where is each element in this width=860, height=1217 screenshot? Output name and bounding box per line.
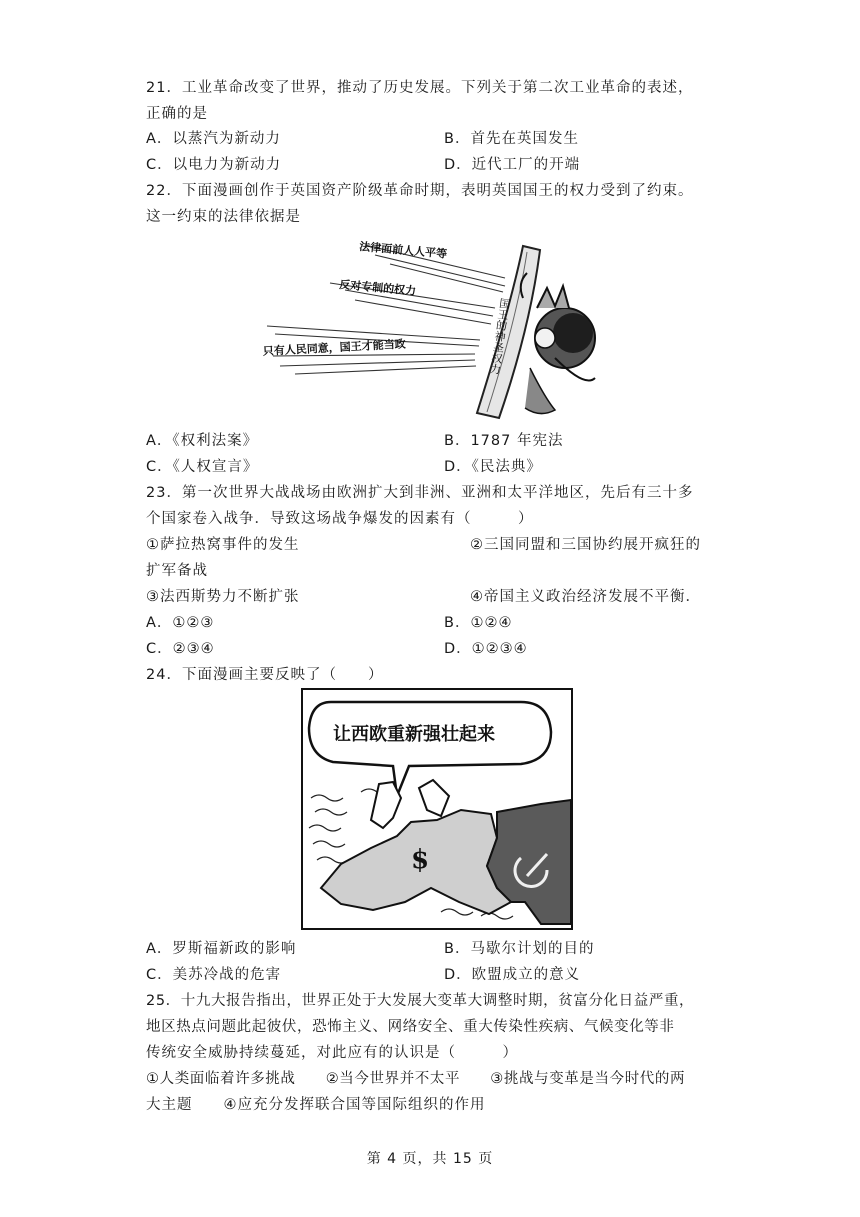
cartoon-label-consent: 只有人民同意，国王才能当政 <box>262 337 406 358</box>
page-footer: 第 4 页，共 15 页 <box>366 1151 494 1167</box>
q23-stem-line1: 23．第一次世界大战战场由欧洲扩大到非洲、亚洲和太平洋地区，先后有三十多 <box>146 485 694 501</box>
q25-line3: 传统安全威胁持续蔓延，对此应有的认识是（ ） <box>146 1045 518 1061</box>
q23-item-2: ②三国同盟和三国协约展开疯狂的 <box>470 537 701 553</box>
q21-stem-line2: 正确的是 <box>146 106 208 122</box>
q21-option-a: A．以蒸汽为新动力 <box>146 131 281 147</box>
shield-label: 国王的神圣权力 <box>487 297 512 376</box>
q23-option-d: D．①②③④ <box>444 641 528 657</box>
marshall-plan-cartoon <box>301 688 573 930</box>
q22-option-b: B．1787 年宪法 <box>444 433 564 449</box>
q25-line1: 25．十九大报告指出，世界正处于大发展大变革大调整时期，贫富分化日益严重， <box>146 993 695 1009</box>
q23-item-3: ③法西斯势力不断扩张 <box>146 589 300 605</box>
q22-option-a: A．《权利法案》 <box>146 433 259 449</box>
q21-option-d: D．近代工厂的开端 <box>444 157 581 173</box>
q24-option-c: C．美苏冷战的危害 <box>146 967 282 983</box>
q25-line5: 大主题 ④应充分发挥联合国等国际组织的作用 <box>146 1097 486 1113</box>
q24-option-a: A．罗斯福新政的影响 <box>146 941 297 957</box>
q23-option-a: A．①②③ <box>146 615 215 631</box>
q24-option-b: B．马歇尔计划的目的 <box>444 941 595 957</box>
q23-option-b: B．①②④ <box>444 615 513 631</box>
q21-option-c: C．以电力为新动力 <box>146 157 282 173</box>
king-shield-cartoon <box>255 228 615 423</box>
q25-line4: ①人类面临着许多挑战 ②当今世界并不太平 ③挑战与变革是当今时代的两 <box>146 1071 686 1087</box>
q23-item-4: ④帝国主义政治经济发展不平衡． <box>470 589 701 605</box>
dollar-sign: $ <box>411 845 430 875</box>
q21-option-b: B．首先在英国发生 <box>444 131 579 147</box>
q22-stem-line2: 这一约束的法律依据是 <box>146 209 301 225</box>
cartoon-label-anti-autocracy: 反对专制的权力 <box>338 278 417 298</box>
q23-option-c: C．②③④ <box>146 641 215 657</box>
cartoon-label-equality: 法律面前人人平等 <box>358 240 448 261</box>
q22-option-d: D．《民法典》 <box>444 459 542 475</box>
q22-option-c: C．《人权宣言》 <box>146 459 259 475</box>
q22-stem-line1: 22．下面漫画创作于英国资产阶级革命时期，表明英国国王的权力受到了约束。 <box>146 183 694 199</box>
q24-stem: 24．下面漫画主要反映了（ ） <box>146 667 384 683</box>
q23-item-2-cont: 扩军备战 <box>146 563 208 579</box>
q23-item-1: ①萨拉热窝事件的发生 <box>146 537 300 553</box>
q25-line2: 地区热点问题此起彼伏，恐怖主义、网络安全、重大传染性疾病、气候变化等非 <box>146 1019 675 1035</box>
q24-option-d: D．欧盟成立的意义 <box>444 967 581 983</box>
q21-stem-line1: 21．工业革命改变了世界，推动了历史发展。下列关于第二次工业革命的表述， <box>146 80 694 96</box>
speech-text: 让西欧重新强壮起来 <box>333 724 495 745</box>
q23-stem-line2: 个国家卷入战争．导致这场战争爆发的因素有（ ） <box>146 511 534 527</box>
